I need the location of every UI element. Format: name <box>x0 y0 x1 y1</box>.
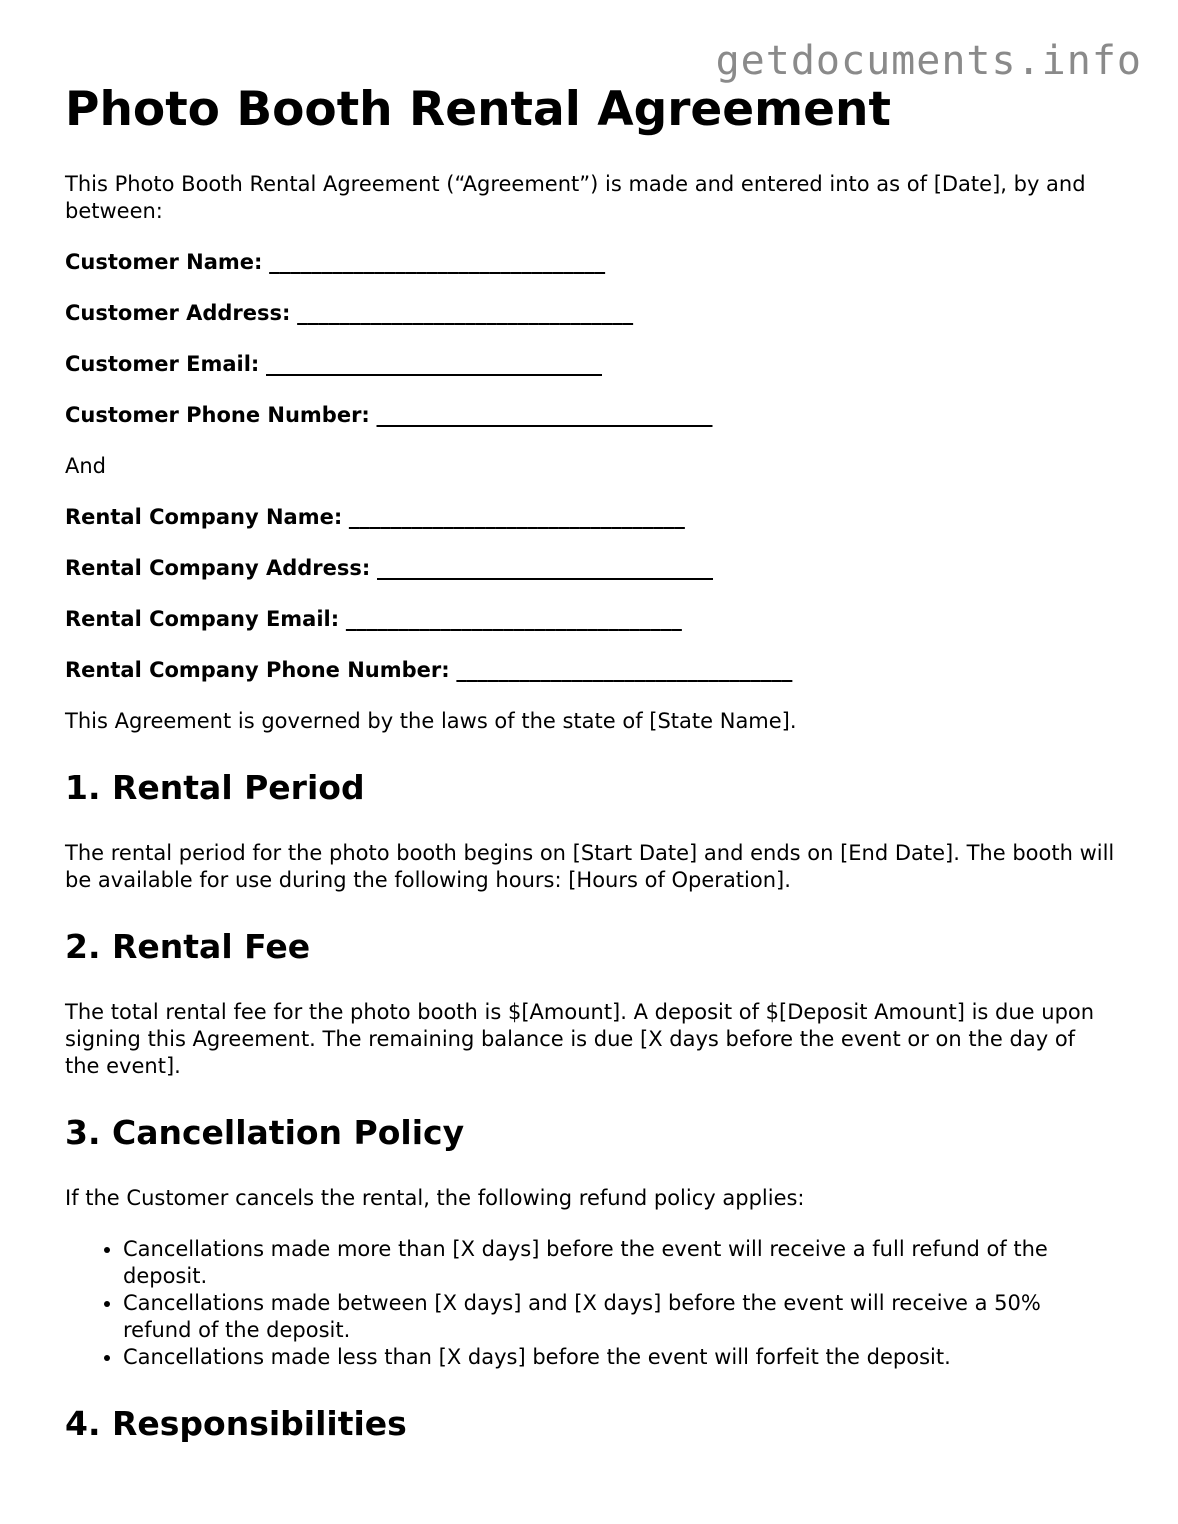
blank-line: ________________________________ <box>348 505 685 529</box>
cancellation-bullet-list <box>65 1236 1115 1371</box>
company-email-field <box>65 606 1115 633</box>
company-address-field <box>65 555 1115 582</box>
governing-law-paragraph: This Agreement is governed by the laws of the state of [State Name]. <box>65 709 797 733</box>
blank-line: ________________________________ <box>376 556 713 580</box>
blank-line: ________________________________ <box>266 352 602 376</box>
field-label: Rental Company Name: <box>65 505 343 529</box>
document-page <box>65 84 1115 1444</box>
intro-paragraph: This Photo Booth Rental Agreement (“Agreement”) is made and entered into as of [Date], by and between: <box>65 172 1086 223</box>
field-label: Rental Company Phone Number: <box>65 658 450 682</box>
blank-line: ________________________________ <box>456 658 793 682</box>
list-item: • Cancellations made less than [X days] before the event will forfeit the deposit. <box>123 1344 1115 1371</box>
company-phone-field <box>65 657 1115 684</box>
list-item: • Cancellations made between [X days] and [X days] before the event will receive a 50% refund of the deposit. <box>123 1290 1115 1344</box>
blank-line: ________________________________ <box>345 607 682 631</box>
customer-address-field <box>65 300 1115 327</box>
customer-name-field <box>65 249 1115 276</box>
field-label: Customer Address: <box>65 301 291 325</box>
company-name-field <box>65 504 1115 531</box>
section-text-rental-fee: The total rental fee for the photo booth is $[Amount]. A deposit of $[Deposit Amount] is due upon signing this Agreement. The remaining balance is due [X days before the event or on the day of the event]. <box>65 1000 1095 1078</box>
customer-email-field <box>65 351 1115 378</box>
section-heading-rental-period: 1. Rental Period <box>65 768 365 807</box>
section-text-cancellation-policy: If the Customer cancels the rental, the following refund policy applies: <box>65 1186 805 1210</box>
blank-line: ________________________________ <box>376 403 713 427</box>
field-label: Customer Name: <box>65 250 263 274</box>
list-item: • Cancellations made more than [X days] before the event will receive a full refund of the deposit. <box>123 1236 1115 1290</box>
section-heading-responsibilities: 4. Responsibilities <box>65 1404 407 1443</box>
document-title: Photo Booth Rental Agreement <box>65 82 891 137</box>
blank-line: ________________________________ <box>297 301 634 325</box>
section-heading-cancellation-policy: 3. Cancellation Policy <box>65 1113 465 1152</box>
section-text-rental-period: The rental period for the photo booth begins on [Start Date] and ends on [End Date]. The booth will be available for use during the following hours: [Hours of Operation]. <box>65 841 1115 892</box>
field-label: Rental Company Email: <box>65 607 340 631</box>
section-heading-rental-fee: 2. Rental Fee <box>65 927 311 966</box>
customer-phone-field <box>65 402 1115 429</box>
watermark: getdocuments.info <box>715 38 1142 84</box>
field-label: Customer Email: <box>65 352 260 376</box>
blank-line: ________________________________ <box>269 250 606 274</box>
field-label: Rental Company Address: <box>65 556 371 580</box>
and-text: And <box>65 454 107 478</box>
field-label: Customer Phone Number: <box>65 403 370 427</box>
